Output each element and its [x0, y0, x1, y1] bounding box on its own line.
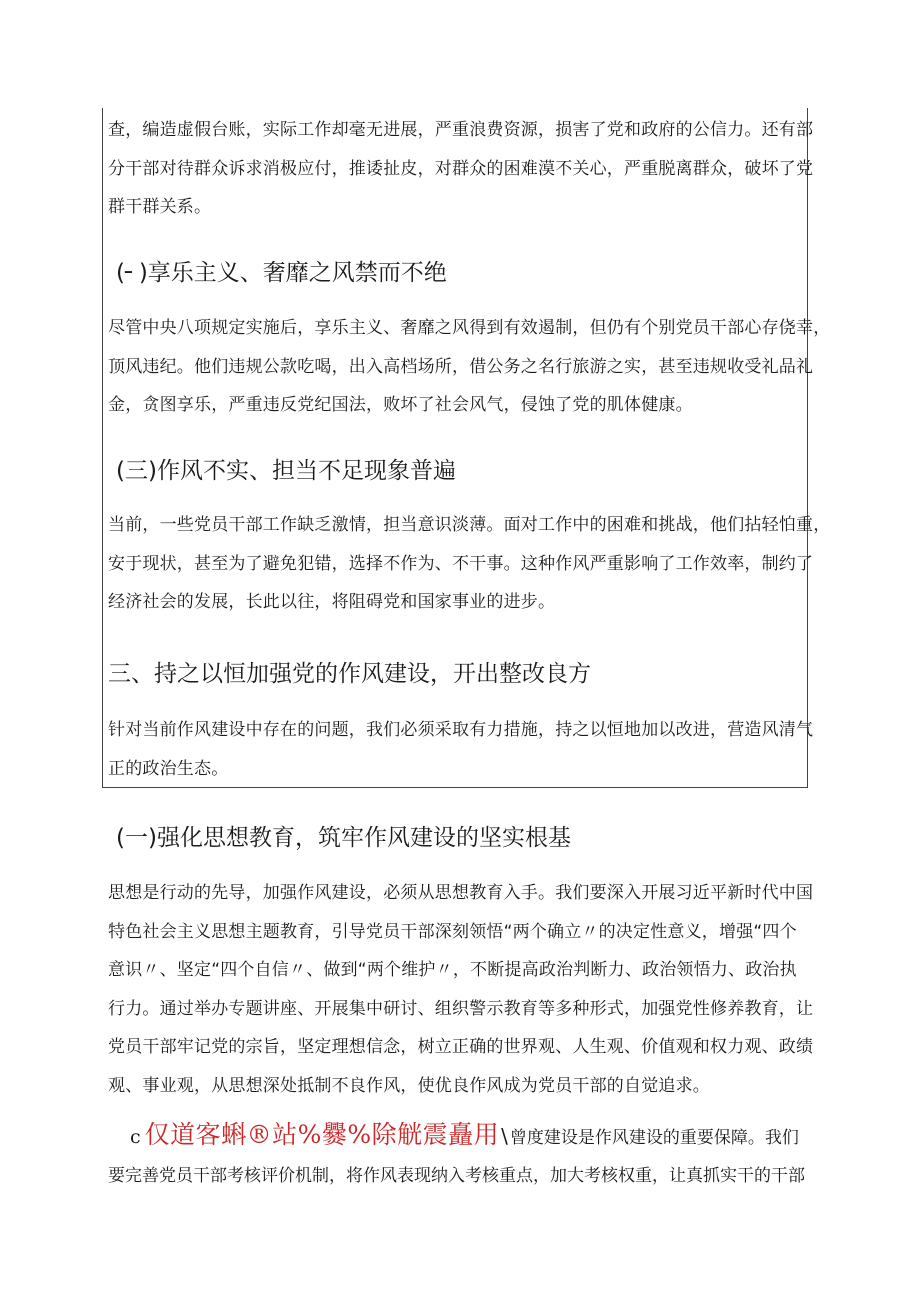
- text-line: 尽管中央八项规定实施后，享乐主义、奢靡之风得到有效遏制，但仍有个别党员干部心存侥幸，: [108, 318, 831, 338]
- text-line: 分干部对待群众诉求消极应付，推诿扯皮，对群众的困难漠不关心，严重脱离群众，破坏了党: [108, 158, 814, 179]
- slash-char: \: [501, 1124, 508, 1148]
- garbled-watermark-text: 仅道客蝌®站%爨%除觥震矗用: [144, 1120, 500, 1149]
- text-line: 安于现状，甚至为了避免犯错，选择不作为、不干事。这种作风严重影响了工作效率，制约了: [108, 553, 814, 574]
- heading-ideological-education: (一)强化思想教育，筑牢作风建设的坚实根基: [116, 825, 571, 851]
- text-line: 观、事业观，从思想深处抵制不良作风，使优良作风成为党员干部的自觉追求。: [108, 1075, 710, 1096]
- lead-char: c: [130, 1126, 141, 1148]
- text-line: [108, 1116, 808, 1157]
- text-segment: 曾度建设是作风建设的重要保障。我们: [509, 1128, 799, 1148]
- text-line: 当前，一些党员干部工作缺乏激情，担当意识淡薄。面对工作中的困难和挑战，他们拈轻怕重，: [108, 515, 831, 535]
- heading-section-three: 三、持之以恒加强党的作风建设，开出整改良方: [108, 661, 591, 687]
- heading-responsibility: (三)作风不实、担当不足现象普遍: [116, 458, 456, 484]
- text-line: 经济社会的发展，长此以往，将阻碍党和国家事业的进步。: [108, 592, 556, 612]
- text-line: 金，贪图享乐，严重违反党纪国法，败坏了社会风气，侵蚀了党的肌体健康。: [108, 395, 693, 415]
- text-line: 特色社会主义思想主题教育，引导党员干部深刻领悟“两个确立〃的决定性意义，增强“四个: [108, 921, 797, 942]
- text-line: 思想是行动的先导，加强作风建设，必须从思想教育入手。我们要深入开展习近平新时代中国: [108, 883, 814, 903]
- paragraph-responsibility: [108, 506, 831, 622]
- text-line: 针对当前作风建设中存在的问题，我们必须采取有力措施，持之以恒地加以改进，营造风清气: [108, 720, 814, 740]
- text-line: 查，编造虚假台账，实际工作却毫无进展，严重浪费资源，损害了党和政府的公信力。还有部: [108, 120, 814, 140]
- paragraph-ideological-education: [108, 874, 814, 1105]
- text-line: 行力。通过举办专题讲座、开展集中研讨、组织警示教育等多种形式，加强党性修养教育，让: [108, 998, 814, 1019]
- text-line: 正的政治生态。: [108, 758, 229, 779]
- text-line: 要完善党员干部考核评价机制，将作风表现纳入考核重点，加大考核权重，让真抓实干的干部: [108, 1166, 805, 1186]
- paragraph-section-three-intro: [108, 711, 814, 788]
- text-line: 意识〃、坚定“四个自信〃、做到“两个维护〃，不断提高政治判断力、政治领悟力、政治执: [108, 960, 797, 980]
- text-line: 党员干部牢记党的宗旨，坚定理想信念，树立正确的世界观、人生观、价值观和权力观、政绩: [108, 1037, 814, 1057]
- text-line: 群干群关系。: [108, 197, 212, 217]
- paragraph-previous-section: [108, 111, 814, 227]
- paragraph-hedonism: [108, 309, 831, 425]
- heading-hedonism: (╴)享乐主义、奢靡之风禁而不绝: [116, 260, 447, 286]
- text-line: 顶风违纪。他们违规公款吃喝，出入高档场所，借公务之名行旅游之实，甚至违规收受礼品礼: [108, 356, 814, 377]
- paragraph-after-table: [108, 1116, 808, 1195]
